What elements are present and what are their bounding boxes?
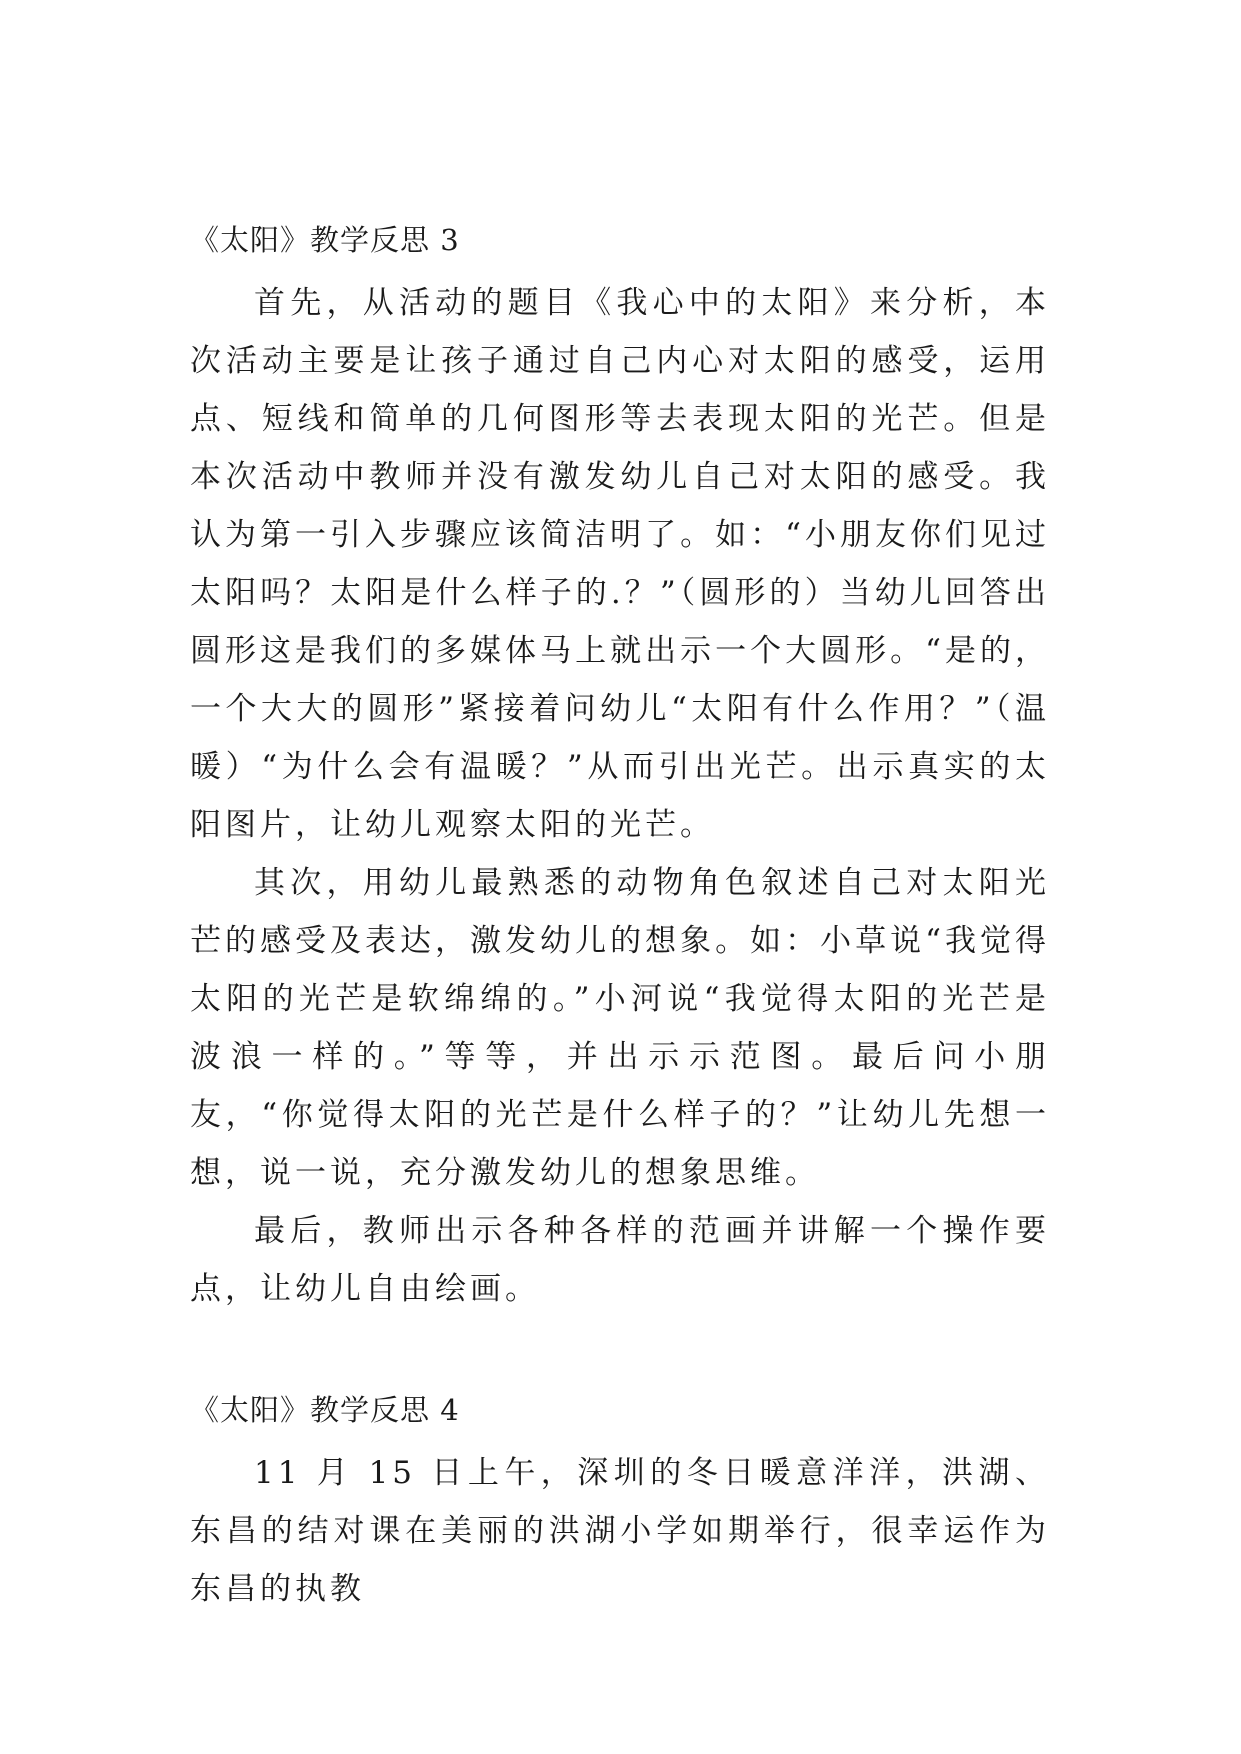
paragraph: 最后，教师出示各种各样的范画并讲解一个操作要点，让幼儿自由绘画。 bbox=[190, 1213, 1050, 1307]
paragraph: 首先，从活动的题目《我心中的太阳》来分析，本次活动主要是让孩子通过自己内心对太阳的感受，运用点、短线和简单的几何图形等去表现太阳的光芒。但是本次活动中教师并没有激发幼儿自己对太阳的感受。我认为第一引入步骤应该简洁明了。如：“小朋友你们见过太阳吗？太阳是什么样子的.？”（圆形的）当幼儿回答出圆形这是我们的多媒体马上就出示一个大圆形。“是的，一个大大的圆形”紧接着问幼儿“太阳有什么作用？”（温暖）“为什么会有温暖？”从而引出光芒。出示真实的太阳图片，让幼儿观察太阳的光芒。 bbox=[190, 285, 1050, 843]
paragraph: 11 月 15 日上午，深圳的冬日暖意洋洋，洪湖、东昌的结对课在美丽的洪湖小学如期举行，很幸运作为东昌的执教 bbox=[190, 1455, 1050, 1607]
section-1-title: 《太阳》教学反思 3 bbox=[190, 223, 460, 257]
section-2 bbox=[190, 1390, 1050, 1618]
section-1 bbox=[190, 220, 1050, 1318]
paragraph: 其次，用幼儿最熟悉的动物角色叙述自己对太阳光芒的感受及表达，激发幼儿的想象。如：小草说“我觉得太阳的光芒是软绵绵的。”小河说“我觉得太阳的光芒是波浪一样的。”等等，并出示示范图。最后问小朋友，“你觉得太阳的光芒是什么样子的？”让幼儿先想一想，说一说，充分激发幼儿的想象思维。 bbox=[190, 865, 1050, 1191]
section-2-title: 《太阳》教学反思 4 bbox=[190, 1393, 460, 1427]
